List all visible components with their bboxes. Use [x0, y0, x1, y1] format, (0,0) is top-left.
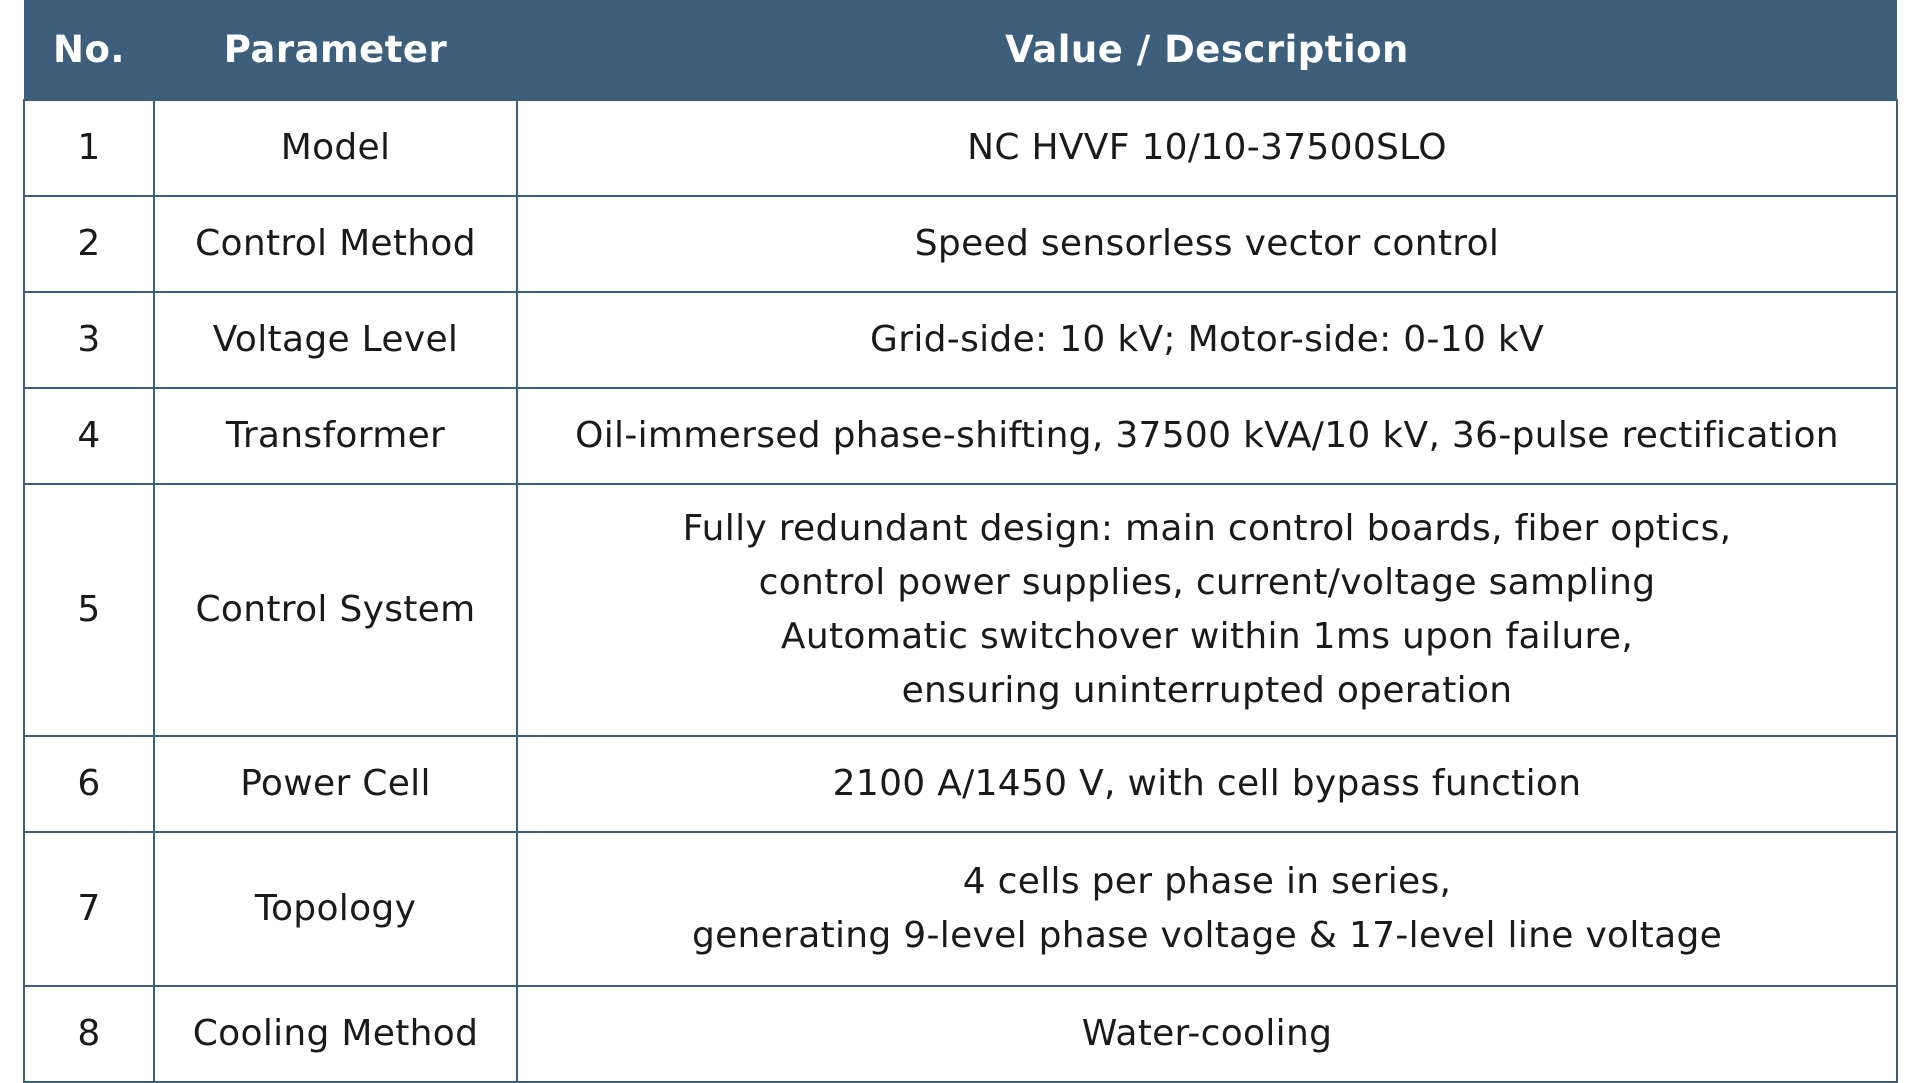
table-row [24, 736, 1897, 832]
value-line: 2100 A/1450 V, with cell bypass function [832, 763, 1582, 804]
table-row [24, 986, 1897, 1082]
parameter-name: Topology [154, 832, 517, 986]
value-line: NC HVVF 10/10-37500SLO [967, 127, 1447, 168]
parameter-value [517, 196, 1897, 292]
parameter-name: Model [154, 100, 517, 196]
parameter-value [517, 292, 1897, 388]
parameter-name: Cooling Method [154, 986, 517, 1082]
row-number: 8 [24, 986, 154, 1082]
table-row [24, 484, 1897, 736]
value-line: Grid-side: 10 kV; Motor-side: 0-10 kV [870, 319, 1544, 360]
value-line: ensuring uninterrupted operation [901, 670, 1513, 711]
parameter-value [517, 484, 1897, 736]
parameter-value [517, 832, 1897, 986]
table-body [24, 100, 1897, 1082]
value-line: generating 9-level phase voltage & 17-level line voltage [691, 915, 1723, 956]
table-row [24, 292, 1897, 388]
row-number: 4 [24, 388, 154, 484]
parameter-name: Power Cell [154, 736, 517, 832]
parameter-name: Voltage Level [154, 292, 517, 388]
row-number: 1 [24, 100, 154, 196]
row-number: 6 [24, 736, 154, 832]
header-value: Value / Description [517, 0, 1897, 100]
row-number: 7 [24, 832, 154, 986]
value-line: control power supplies, current/voltage sampling [758, 562, 1656, 603]
header-parameter: Parameter [154, 0, 517, 100]
table-row [24, 196, 1897, 292]
value-line: Water-cooling [1081, 1013, 1333, 1054]
parameter-name: Transformer [154, 388, 517, 484]
table-row [24, 388, 1897, 484]
parameter-value [517, 736, 1897, 832]
table-header [24, 0, 1897, 100]
value-line: Fully redundant design: main control boards, fiber optics, [682, 508, 1732, 549]
parameter-value [517, 986, 1897, 1082]
table-row [24, 832, 1897, 986]
spec-table [23, 0, 1898, 1083]
header-row [24, 0, 1897, 100]
value-line: 4 cells per phase in series, [962, 861, 1452, 902]
value-line: Speed sensorless vector control [914, 223, 1500, 264]
parameter-value [517, 100, 1897, 196]
value-line: Oil-immersed phase-shifting, 37500 kVA/10 kV, 36-pulse rectification [575, 415, 1839, 456]
parameter-value [517, 388, 1897, 484]
row-number: 2 [24, 196, 154, 292]
row-number: 5 [24, 484, 154, 736]
parameter-name: Control System [154, 484, 517, 736]
header-no: No. [24, 0, 154, 100]
row-number: 3 [24, 292, 154, 388]
parameter-name: Control Method [154, 196, 517, 292]
value-line: Automatic switchover within 1ms upon failure, [780, 616, 1634, 657]
table-row [24, 100, 1897, 196]
